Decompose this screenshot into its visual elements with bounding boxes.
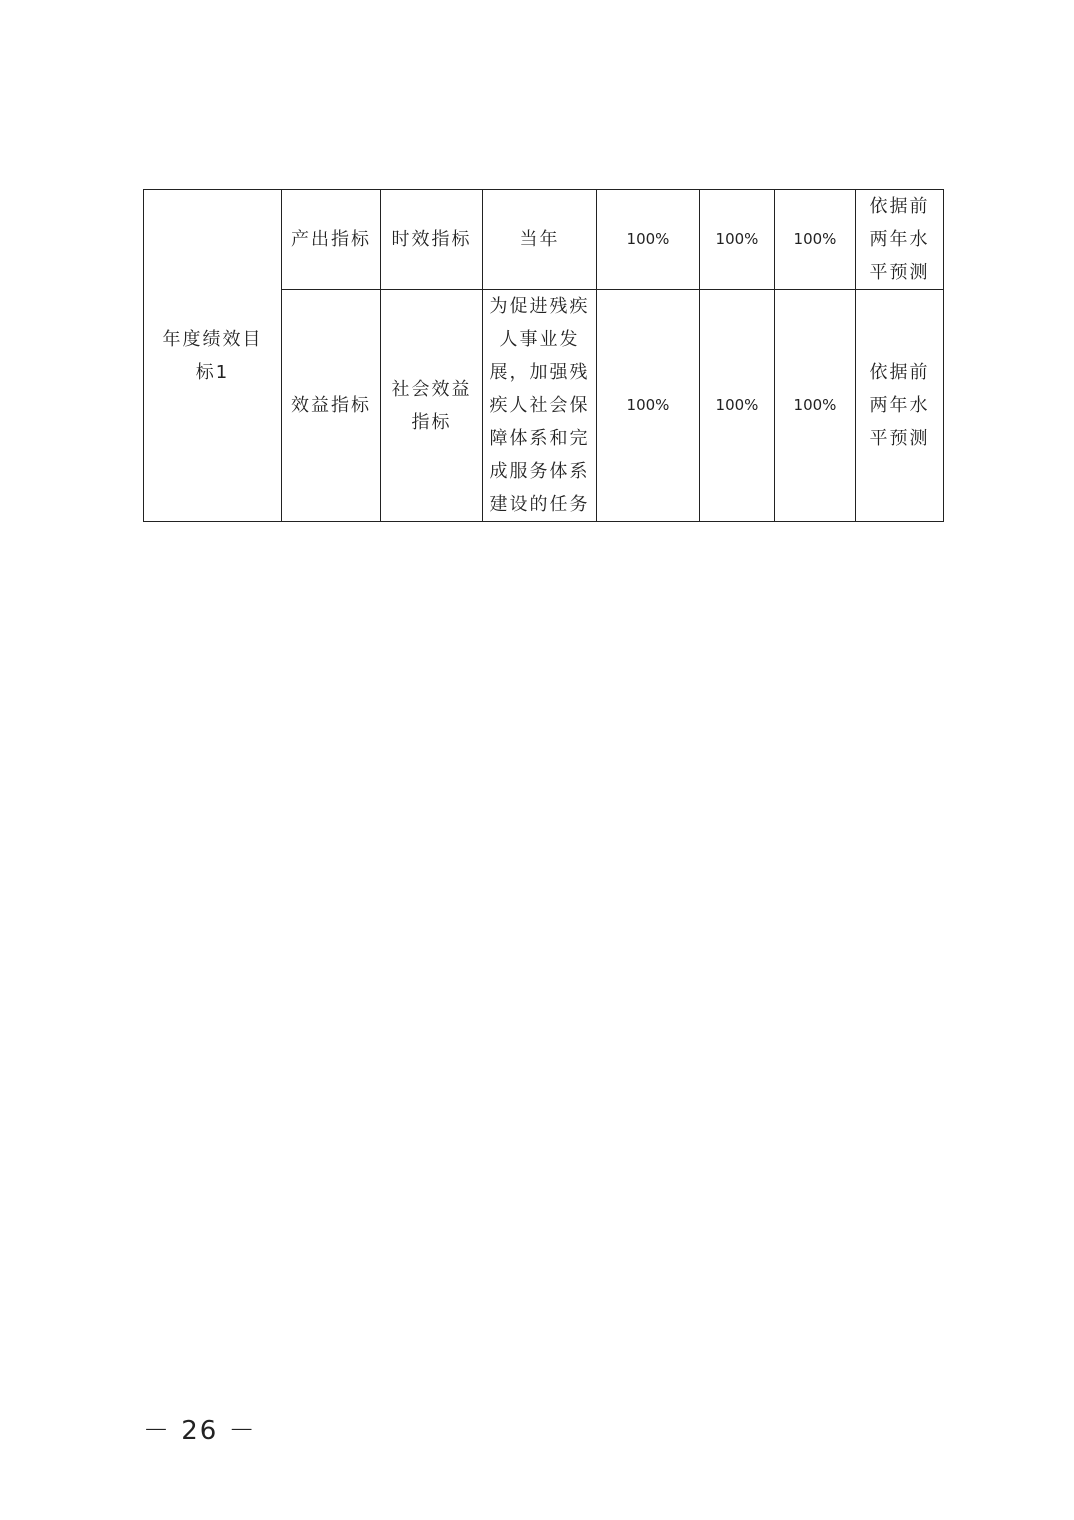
performance-goal-table <box>143 189 944 522</box>
basis-cell: 依据前两年水平预测 <box>856 190 944 290</box>
value-cell: 100% <box>775 190 856 290</box>
level2-indicator-cell: 社会效益指标 <box>381 290 483 522</box>
annual-goal-cell <box>144 190 282 522</box>
level1-indicator-cell: 产出指标 <box>282 190 381 290</box>
value-cell: 100% <box>700 190 775 290</box>
annual-goal-label: 年度绩效目标1 <box>162 328 263 383</box>
level1-indicator-cell: 效益指标 <box>282 290 381 522</box>
table-row <box>144 190 944 290</box>
indicator-cell: 为促进残疾人事业发展，加强残疾人社会保障体系和完成服务体系建设的任务 <box>483 290 597 522</box>
page-number: － 26 － <box>143 1416 257 1446</box>
value-cell: 100% <box>775 290 856 522</box>
indicator-cell: 当年 <box>483 190 597 290</box>
value-cell: 100% <box>597 290 700 522</box>
value-cell: 100% <box>700 290 775 522</box>
basis-cell: 依据前两年水平预测 <box>856 290 944 522</box>
value-cell: 100% <box>597 190 700 290</box>
level2-indicator-cell: 时效指标 <box>381 190 483 290</box>
